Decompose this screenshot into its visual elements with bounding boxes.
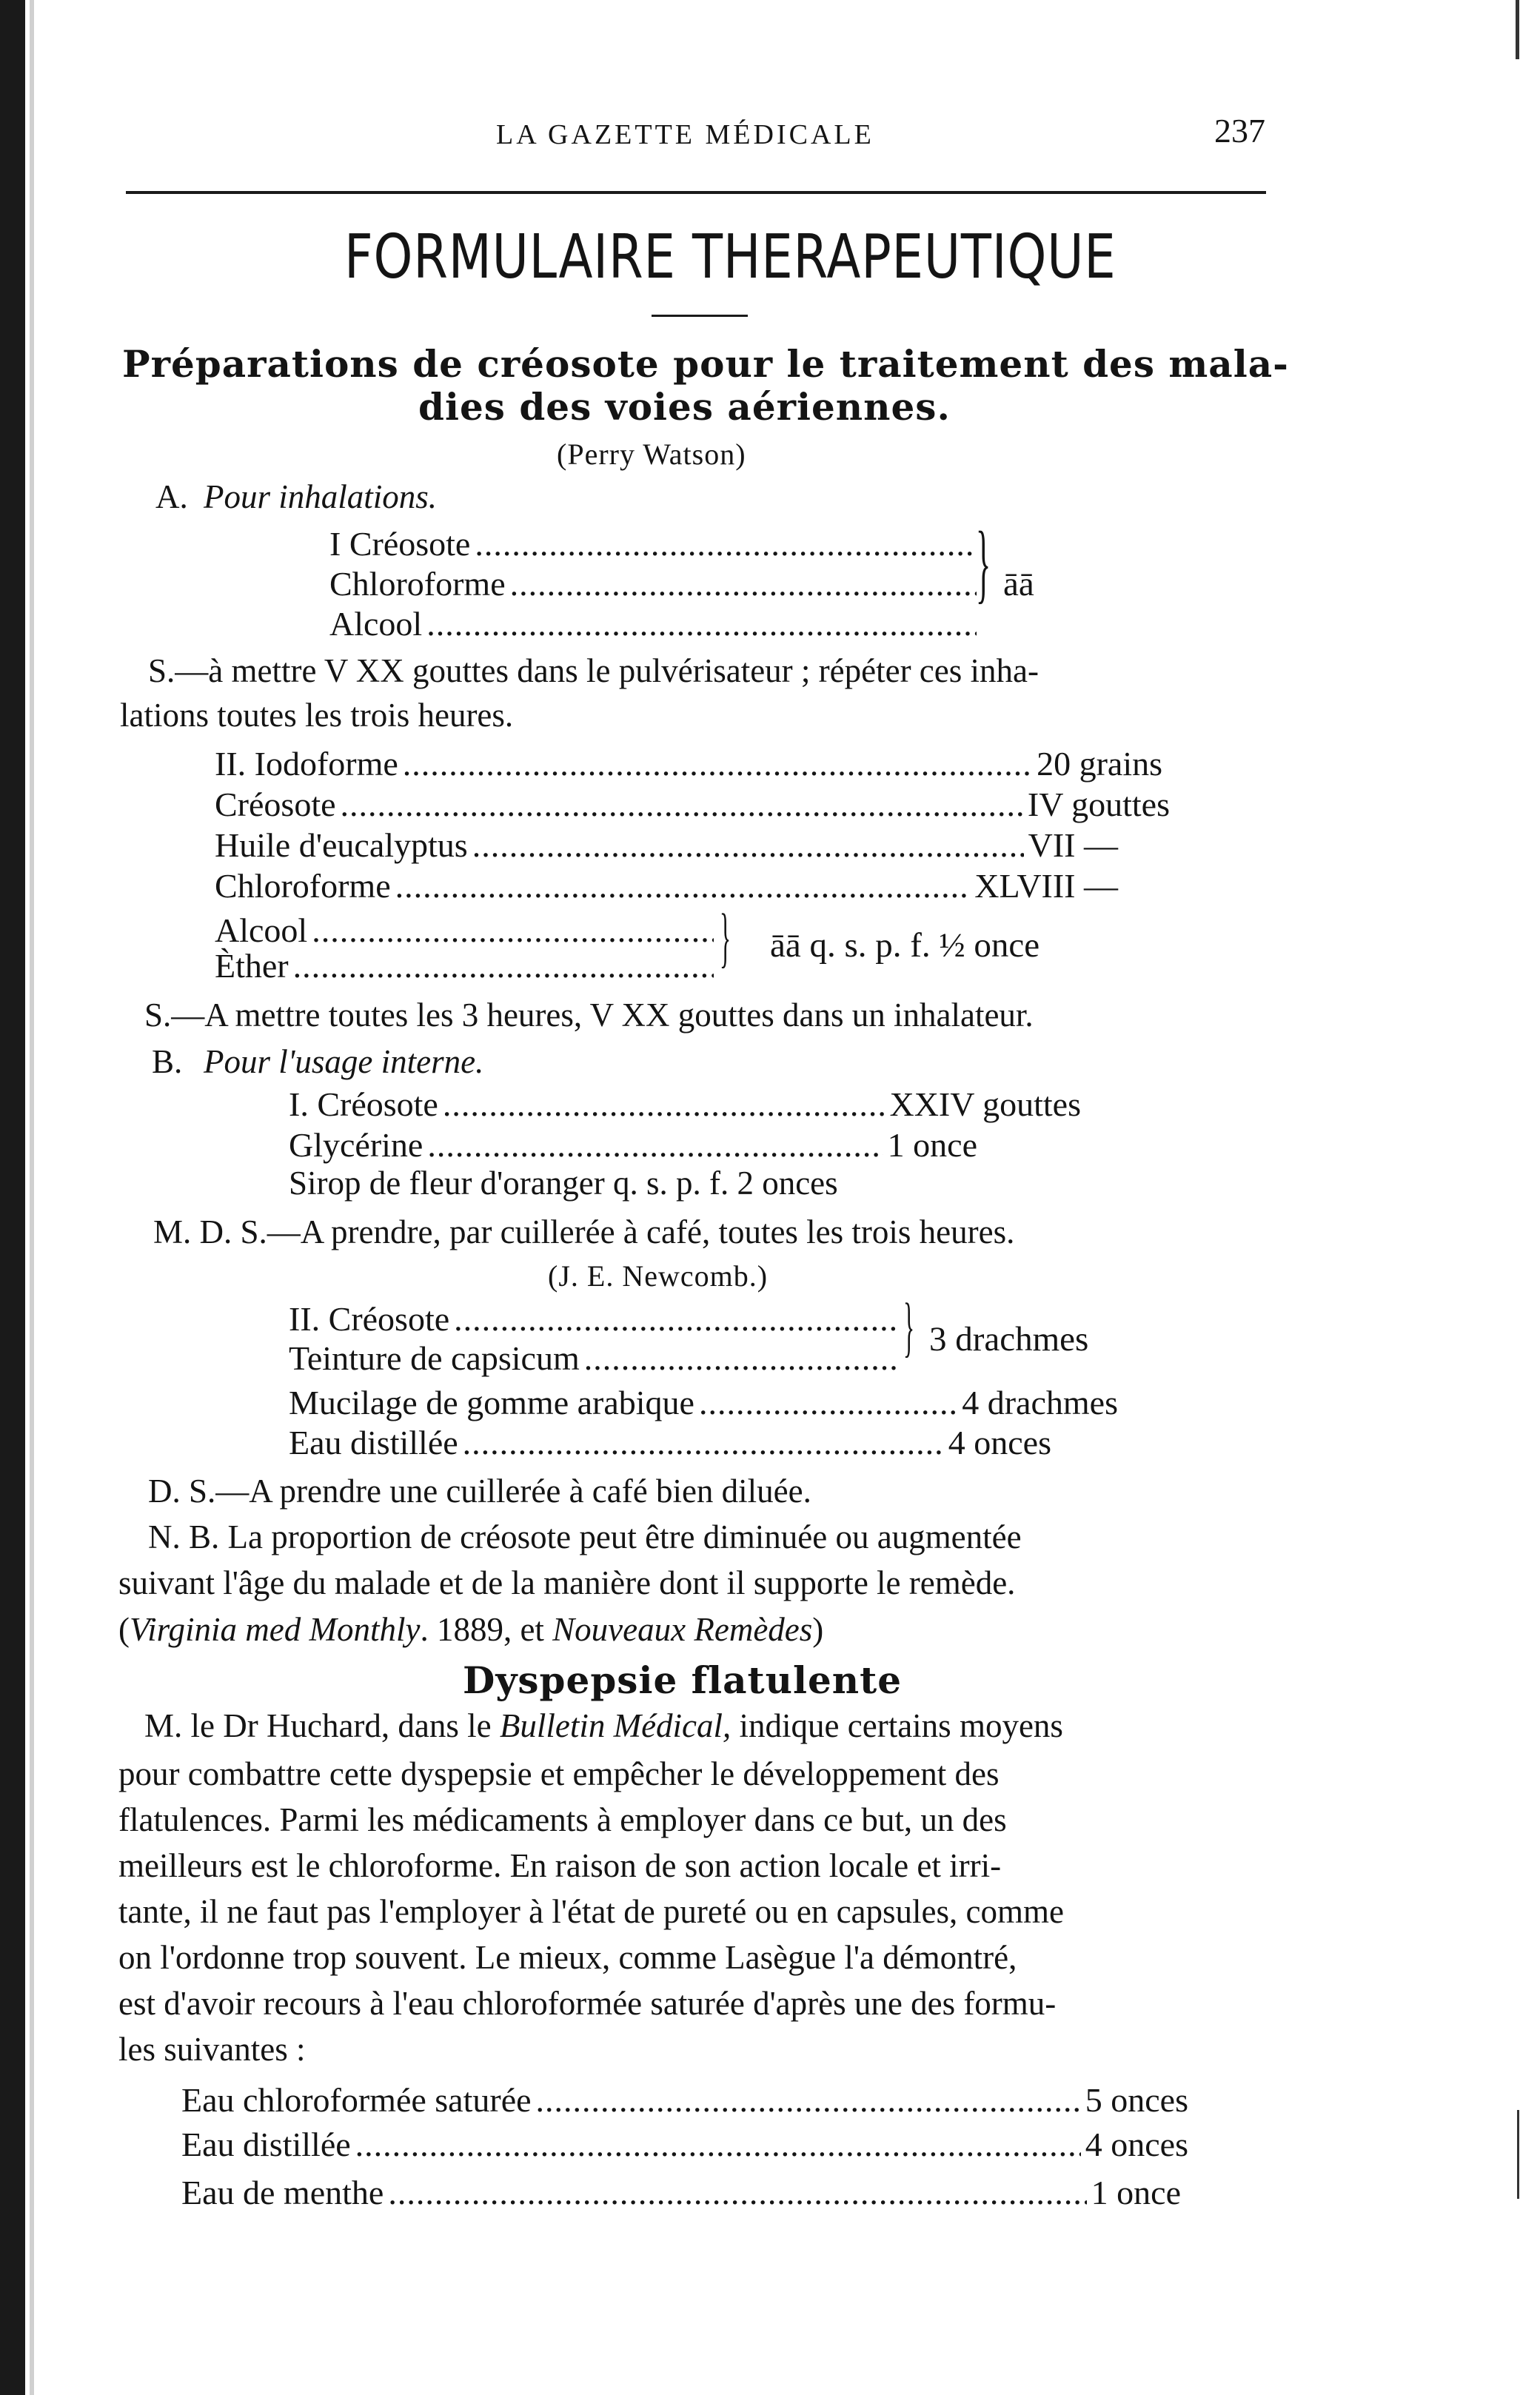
ingredient: Eau de menthe — [181, 2174, 384, 2211]
ingredient: II. Iodoforme — [215, 745, 398, 783]
reference — [118, 1610, 823, 1649]
formula-line — [289, 1085, 1081, 1124]
section-heading: Dyspepsie flatulente — [463, 1658, 903, 1702]
paragraph-line: meilleurs est le chloroforme. En raison de son action locale et irri- — [118, 1847, 1002, 1884]
ingredient: Eau distillée — [181, 2126, 351, 2163]
part-b-title: Pour l'usage interne. — [204, 1043, 484, 1080]
paragraph-line: les suivantes : — [118, 2031, 306, 2068]
instruction: S.—A mettre toutes les 3 heures, V XX gouttes dans un inhalateur. — [144, 996, 1034, 1034]
right-brace: } — [720, 901, 732, 974]
formula-line — [181, 2080, 1188, 2120]
text: indique certains moyens — [731, 1707, 1063, 1744]
page-title: FORMULAIRE THERAPEUTIQUE — [344, 222, 1116, 292]
formula-line: Sirop de fleur d'oranger q. s. p. f. 2 onces — [289, 1165, 838, 1202]
paragraph-line: est d'avoir recours à l'eau chloroformée saturée d'après une des formu- — [118, 1985, 1057, 2022]
text: M. le Dr Huchard, dans le — [144, 1707, 500, 1744]
scan-edge-mark — [1516, 0, 1519, 59]
ref-bracket: ) — [812, 1611, 824, 1648]
dose: 4 drachmes — [962, 1384, 1118, 1421]
journal-title: Bulletin Médical, — [499, 1707, 732, 1744]
dose: 4 onces — [948, 1424, 1051, 1461]
paragraph-line: on l'ordonne trop souvent. Le mieux, comme Lasègue l'a démontré, — [118, 1939, 1017, 1976]
part-b-label: B. — [152, 1043, 183, 1080]
formula-line — [215, 744, 1162, 783]
instruction: S.—à mettre V XX gouttes dans le pulvérisateur ; répéter ces inha- — [148, 652, 1039, 689]
formula-line — [329, 524, 981, 563]
formula-line — [181, 2173, 1181, 2212]
right-brace: } — [976, 513, 991, 612]
author: (Perry Watson) — [557, 438, 746, 471]
ingredient: Alcool — [329, 605, 423, 643]
formula-line — [215, 785, 1170, 824]
scan-edge-mark — [1517, 2110, 1519, 2199]
amount: āā — [1003, 565, 1034, 603]
ingredient: Huile d'eucalyptus — [215, 826, 468, 864]
dose: XLVIII — — [974, 867, 1118, 905]
ingredient: I Créosote — [329, 525, 471, 563]
note: N. B. La proportion de créosote peut être diminuée ou augmentée — [148, 1518, 1022, 1555]
dose: 1 once — [1091, 2174, 1181, 2211]
page-number: 237 — [1214, 112, 1265, 150]
formula-line — [289, 1125, 977, 1165]
dose: IV gouttes — [1027, 786, 1170, 823]
ingredient: Glycérine — [289, 1126, 424, 1164]
formula-line — [289, 1339, 903, 1378]
ingredient: II. Créosote — [289, 1300, 450, 1338]
part-a-title: Pour inhalations. — [204, 478, 438, 515]
instruction: M. D. S.—A prendre, par cuillerée à café, toutes les trois heures. — [153, 1213, 1015, 1250]
ingredient: Èther — [215, 947, 289, 985]
dose: 20 grains — [1037, 745, 1162, 783]
formula-line — [215, 911, 718, 950]
ingredient: Eau chloroformée saturée — [181, 2081, 532, 2119]
formula-line — [289, 1299, 903, 1339]
formula-line — [181, 2125, 1188, 2164]
ingredient: Créosote — [215, 786, 336, 823]
ingredient: Alcool — [215, 911, 308, 949]
dose: 4 onces — [1085, 2126, 1188, 2163]
ingredient: Chloroforme — [215, 867, 391, 905]
journal-title: Nouveaux Remèdes — [552, 1611, 813, 1648]
ingredient: Eau distillée — [289, 1424, 458, 1461]
dose: XXIV gouttes — [889, 1085, 1081, 1123]
paragraph-line: pour combattre cette dyspepsie et empêcher le développement des — [118, 1755, 1000, 1792]
formula-line — [289, 1423, 1051, 1462]
dose: 5 onces — [1085, 2081, 1188, 2119]
amount: 3 drachmes — [929, 1320, 1089, 1359]
ingredient: Mucilage de gomme arabique — [289, 1384, 694, 1421]
header-rule — [126, 191, 1266, 194]
formula-line — [289, 1383, 1118, 1422]
formula-line — [215, 866, 1118, 905]
formula-line — [329, 564, 981, 603]
ingredient: Chloroforme — [329, 565, 506, 603]
part-a-label: A. — [155, 478, 188, 515]
paragraph-line — [144, 1706, 1063, 1745]
ingredient: I. Créosote — [289, 1085, 438, 1123]
title-rule — [652, 315, 748, 317]
note: suivant l'âge du malade et de la manière dont il supporte le remède. — [118, 1564, 1016, 1601]
formula-line — [329, 604, 981, 643]
amount: āā q. s. p. f. ½ once — [770, 926, 1040, 965]
dose: 1 once — [887, 1126, 977, 1164]
ref-text: . 1889, et — [420, 1611, 553, 1648]
dose: VII — — [1028, 826, 1118, 864]
author: (J. E. Newcomb.) — [548, 1259, 769, 1293]
ref-bracket: ( — [118, 1611, 130, 1648]
formula-line — [215, 825, 1118, 865]
section-heading-line1: Préparations de créosote pour le traitement des mala- — [122, 342, 1289, 386]
instruction: D. S.—A prendre une cuillerée à café bien diluée. — [148, 1473, 811, 1510]
section-heading-line2: dies des voies aériennes. — [418, 385, 951, 429]
scan-binding-edge — [0, 0, 25, 2395]
formula-line — [215, 946, 718, 985]
ingredient: Teinture de capsicum — [289, 1339, 580, 1377]
running-title: LA GAZETTE MÉDICALE — [496, 119, 874, 150]
scan-binding-shadow — [30, 0, 34, 2395]
paragraph-line: tante, il ne faut pas l'employer à l'état de pureté ou en capsules, comme — [118, 1893, 1064, 1930]
instruction: lations toutes les trois heures. — [120, 697, 514, 734]
paragraph-line: flatulences. Parmi les médicaments à employer dans ce but, un des — [118, 1801, 1007, 1838]
journal-title: Virginia med Monthly — [130, 1611, 421, 1648]
right-brace: } — [903, 1290, 915, 1364]
